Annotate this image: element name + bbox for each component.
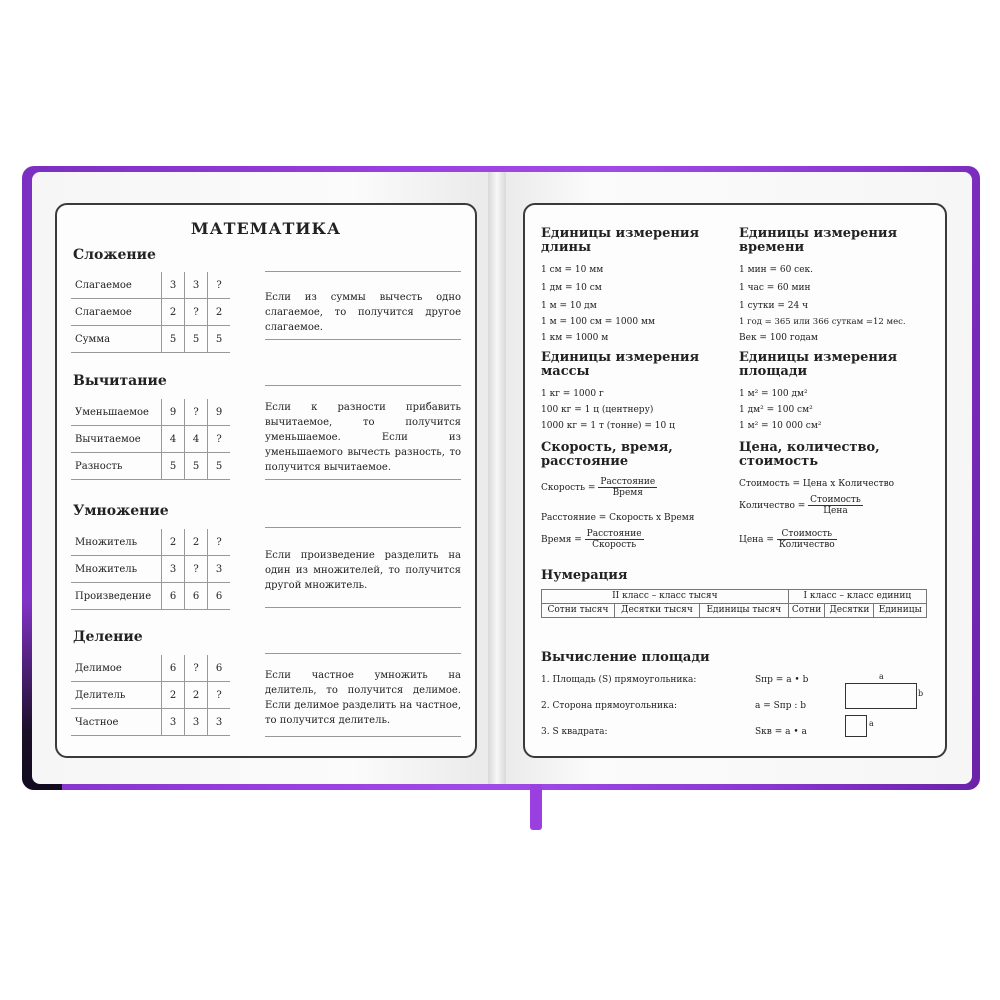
table-cell: 3 [208, 709, 231, 736]
area-line: 1 м² = 100 дм² [739, 389, 808, 399]
table-cell: 2 [185, 682, 208, 709]
area-calc-heading: Вычисление площади [541, 650, 710, 665]
table-row [71, 655, 230, 682]
table-cell: Единицы тысяч [700, 604, 789, 618]
rect-label-b: b [918, 689, 924, 698]
time-line: Век = 100 годам [739, 333, 818, 343]
table-cell: Единицы [874, 604, 927, 618]
ops-table [71, 529, 230, 610]
price-formula: Цена = $\frac{\text{Стоимость}}{\text{Количество}}$ [739, 529, 835, 550]
table-cell: 3 [185, 709, 208, 736]
table-cell: ? [185, 299, 208, 326]
ops-table [71, 655, 230, 736]
table-cell: Множитель [71, 529, 162, 556]
mass-heading: Единицы измерения массы [541, 350, 700, 379]
page-title: МАТЕМАТИКА [190, 219, 342, 238]
section-heading: Деление [73, 629, 143, 645]
table-cell: 6 [162, 655, 185, 682]
table-cell: 5 [208, 453, 231, 480]
table-cell: Десятки тысяч [614, 604, 699, 618]
table-cell: 2 [185, 529, 208, 556]
area-formula: Sкв = a • a [755, 727, 807, 737]
area-formula: a = Sпр : b [755, 701, 807, 711]
speed-formula: Скорость = $\frac{\text{Расстояние}}{\text{Время}}$ [541, 477, 656, 498]
table-cell: 2 [162, 682, 185, 709]
rect-label-a: a [879, 672, 884, 681]
table-cell: 6 [162, 583, 185, 610]
table-row [71, 299, 230, 326]
distance-formula: Расстояние = Скорость х Время [541, 513, 695, 523]
table-cell: ? [185, 399, 208, 426]
rule-text: Если к разности прибавить вычитаемое, то получится уменьшаемое. Если из уменьшаемого вычесть разность, то получится вычитаемое. [265, 385, 461, 480]
table-cell: ? [208, 682, 231, 709]
area-line: 1 дм² = 100 см² [739, 405, 813, 415]
table-cell: 2 [162, 529, 185, 556]
table-cell: ? [185, 556, 208, 583]
length-line: 1 м = 10 дм [541, 301, 597, 311]
length-heading: Единицы измерения длины [541, 226, 700, 255]
time-line: 1 год = 365 или 366 суткам =12 мес. [739, 317, 906, 327]
table-row [71, 399, 230, 426]
time-line: 1 сутки = 24 ч [739, 301, 809, 311]
table-cell: 3 [162, 556, 185, 583]
area-formula: Sпр = a • b [755, 675, 809, 685]
table-row [71, 583, 230, 610]
table-cell: 5 [185, 453, 208, 480]
math-frame [55, 203, 477, 758]
table-cell: Множитель [71, 556, 162, 583]
mass-line: 1 кг = 1000 г [541, 389, 604, 399]
time-formula: Время = $\frac{\text{Расстояние}}{\text{Скорость}}$ [541, 529, 642, 550]
time-line: 1 мин = 60 сек. [739, 265, 814, 275]
table-cell: Делитель [71, 682, 162, 709]
rule-text: Если произведение разделить на один из множителей, то получится другой множитель. [265, 527, 461, 608]
length-line: 1 дм = 10 см [541, 283, 602, 293]
table-cell: 5 [162, 326, 185, 353]
table-cell: 2 [162, 299, 185, 326]
section-heading: Вычитание [73, 373, 167, 389]
table-cell: 6 [208, 583, 231, 610]
table-cell: 3 [162, 709, 185, 736]
table-row [71, 682, 230, 709]
cost-formula: Стоимость = Цена х Количество [739, 479, 895, 489]
price-heading: Цена, количество, стоимость [739, 440, 880, 469]
table-cell: 9 [208, 399, 231, 426]
table-cell: 4 [162, 426, 185, 453]
table-row [71, 709, 230, 736]
table-cell: Делимое [71, 655, 162, 682]
table-cell: 3 [162, 272, 185, 299]
table-cell: 9 [162, 399, 185, 426]
quantity-formula: Количество = $\frac{\text{Стоимость}}{\text{Цена}}$ [739, 495, 861, 516]
ops-table [71, 272, 230, 353]
table-cell: Уменьшаемое [71, 399, 162, 426]
table-cell: 2 [208, 299, 231, 326]
table-cell: ? [208, 426, 231, 453]
table-cell: Произведение [71, 583, 162, 610]
length-line: 1 км = 1000 м [541, 333, 609, 343]
area-line: 1 м² = 10 000 см² [739, 421, 822, 431]
table-cell: Частное [71, 709, 162, 736]
numbering-heading: Нумерация [541, 568, 628, 583]
table-cell: ? [208, 529, 231, 556]
table-cell: 6 [208, 655, 231, 682]
table-row [71, 426, 230, 453]
table-cell: 5 [185, 326, 208, 353]
table-cell: 3 [185, 272, 208, 299]
length-line: 1 м = 100 см = 1000 мм [541, 317, 655, 327]
table-row [71, 529, 230, 556]
area-calc-line: 1. Площадь (S) прямоугольника: [541, 675, 697, 685]
section-heading: Сложение [73, 247, 156, 263]
length-line: 1 см = 10 мм [541, 265, 604, 275]
rule-text: Если частное умножить на делитель, то получится делимое. Если делимое разделить на частное, то получится делитель. [265, 653, 461, 737]
table-cell: Слагаемое [71, 272, 162, 299]
table-cell: 4 [185, 426, 208, 453]
table-cell: Десятки [825, 604, 874, 618]
table-cell: Разность [71, 453, 162, 480]
bookmark-ribbon [530, 782, 542, 830]
table-row [71, 453, 230, 480]
page-gutter [488, 172, 506, 784]
table-cell: Вычитаемое [71, 426, 162, 453]
square-diagram [845, 715, 867, 737]
square-label-a: a [869, 719, 874, 728]
table-cell: Сумма [71, 326, 162, 353]
numbering-table [541, 589, 927, 618]
table-cell: II класс – класс тысяч [542, 590, 789, 604]
area-calc-line: 2. Сторона прямоугольника: [541, 701, 678, 711]
table-cell: 5 [208, 326, 231, 353]
ops-table [71, 399, 230, 480]
mass-line: 100 кг = 1 ц (центнеру) [541, 405, 654, 415]
table-row [542, 604, 927, 618]
table-cell: 5 [162, 453, 185, 480]
time-line: 1 час = 60 мин [739, 283, 811, 293]
section-heading: Умножение [73, 503, 169, 519]
rectangle-diagram [845, 683, 917, 709]
table-cell: 3 [208, 556, 231, 583]
area-heading: Единицы измерения площади [739, 350, 898, 379]
table-row [542, 590, 927, 604]
area-calc-line: 3. S квадрата: [541, 727, 608, 737]
table-cell: 6 [185, 583, 208, 610]
table-row [71, 326, 230, 353]
time-heading: Единицы измерения времени [739, 226, 898, 255]
table-cell: Слагаемое [71, 299, 162, 326]
units-frame [523, 203, 947, 758]
table-cell: ? [208, 272, 231, 299]
mass-line: 1000 кг = 1 т (тонне) = 10 ц [541, 421, 675, 431]
rule-text: Если из суммы вычесть одно слагаемое, то получится другое слагаемое. [265, 271, 461, 340]
table-cell: ? [185, 655, 208, 682]
table-row [71, 272, 230, 299]
table-row [71, 556, 230, 583]
table-cell: Сотни [788, 604, 825, 618]
table-cell: I класс – класс единиц [788, 590, 926, 604]
speed-heading: Скорость, время, расстояние [541, 440, 673, 469]
table-cell: Сотни тысяч [542, 604, 615, 618]
